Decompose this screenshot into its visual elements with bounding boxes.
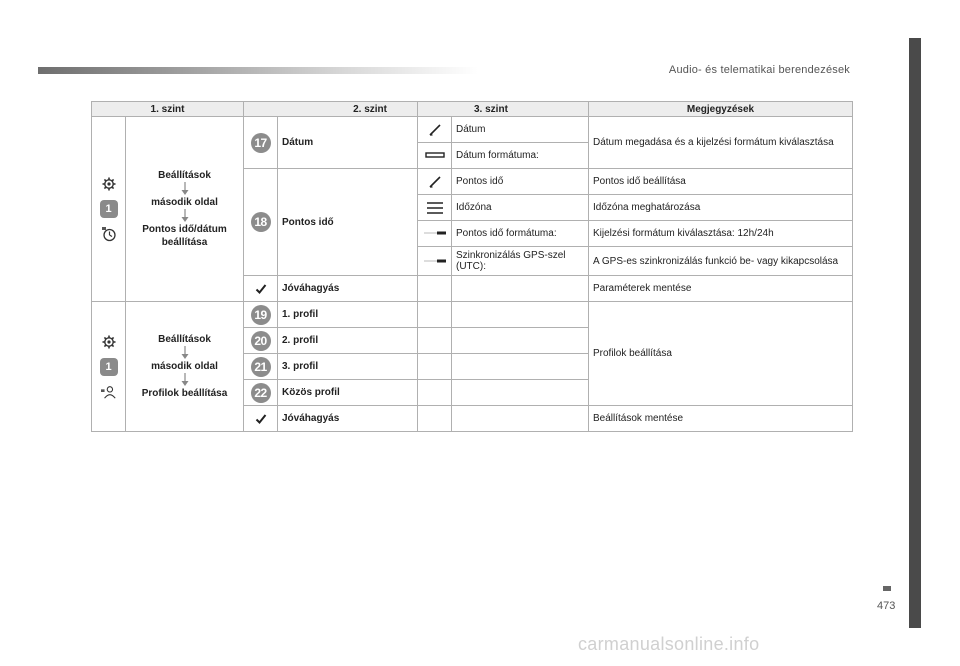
level2-badge-cell — [244, 380, 278, 406]
empty-cell — [418, 328, 452, 354]
gear-icon — [101, 176, 117, 192]
side-thumb-bar — [909, 38, 921, 628]
header-level3: 3. szint — [418, 102, 589, 117]
empty-cell — [452, 354, 589, 380]
menu-path-step: Profilok beállítása — [141, 388, 228, 399]
level3-icon-cell — [418, 117, 452, 143]
note-cell: Paraméterek mentése — [589, 276, 853, 302]
level2-badge-cell — [244, 169, 278, 276]
menu-path-step: második oldal — [151, 197, 218, 208]
group1-menu-path — [126, 117, 244, 302]
page-marker — [883, 586, 891, 591]
format-bar-icon — [425, 150, 445, 160]
empty-cell — [452, 276, 589, 302]
note-cell: Pontos idő beállítása — [589, 169, 853, 195]
note-cell: Kijelzési formátum kiválasztása: 12h/24h — [589, 221, 853, 247]
level2-badge-cell — [244, 117, 278, 169]
empty-cell — [452, 328, 589, 354]
arrow-down-icon — [179, 373, 191, 387]
profile-label: Közös profil — [278, 380, 418, 406]
header-level2: 2. szint — [244, 102, 418, 117]
checkmark-icon — [255, 283, 267, 295]
table-row — [92, 117, 853, 143]
empty-cell — [452, 380, 589, 406]
settings-table — [91, 101, 853, 432]
arrow-down-icon — [179, 209, 191, 223]
profile-label: 2. profil — [278, 328, 418, 354]
group1-icons — [92, 117, 126, 302]
level3-icon-cell — [418, 195, 452, 221]
watermark: carmanualsonline.info — [578, 634, 760, 654]
pencil-icon — [427, 174, 443, 190]
page-key-icon: 1 — [100, 200, 118, 218]
empty-cell — [418, 354, 452, 380]
level3-icon-cell — [418, 221, 452, 247]
profile-label: 1. profil — [278, 302, 418, 328]
empty-cell — [452, 302, 589, 328]
arrow-down-icon — [179, 346, 191, 360]
list-icon — [426, 201, 444, 215]
toggle-switch-icon — [423, 229, 447, 237]
level2-badge-cell — [244, 328, 278, 354]
level3-label: Dátum formátuma: — [452, 143, 589, 169]
level2-badge: 18 — [251, 212, 271, 232]
level3-label: Szinkronizálás GPS-szel (UTC): — [452, 247, 589, 276]
level3-icon-cell — [418, 169, 452, 195]
level3-label: Dátum — [452, 117, 589, 143]
table-row — [92, 302, 853, 328]
empty-cell — [452, 406, 589, 432]
menu-path-step: második oldal — [151, 361, 218, 372]
page-key-icon: 1 — [100, 358, 118, 376]
note-cell: Időzóna meghatározása — [589, 195, 853, 221]
empty-cell — [418, 302, 452, 328]
header-notes: Megjegyzések — [589, 102, 853, 117]
group2-icons — [92, 302, 126, 432]
profile-label: 3. profil — [278, 354, 418, 380]
level2-badge: 22 — [251, 383, 271, 403]
empty-cell — [418, 276, 452, 302]
level3-label: Pontos idő — [452, 169, 589, 195]
header-gradient-bar — [38, 67, 478, 74]
level2-label: Pontos idő — [278, 169, 418, 276]
level2-label: Dátum — [278, 117, 418, 169]
level3-icon-cell — [418, 247, 452, 276]
table-header-row — [92, 102, 853, 117]
profile-icon — [101, 384, 117, 400]
confirm-label: Jóváhagyás — [278, 406, 418, 432]
level2-badge-cell — [244, 302, 278, 328]
empty-cell — [418, 406, 452, 432]
group2-menu-path — [126, 302, 244, 432]
menu-path-step: Beállítások — [158, 170, 211, 181]
note-cell: A GPS-es szinkronizálás funkció be- vagy kikapcsolása — [589, 247, 853, 276]
arrow-down-icon — [179, 182, 191, 196]
level2-badge: 19 — [251, 305, 271, 325]
page-number: 473 — [877, 600, 896, 612]
empty-cell — [418, 380, 452, 406]
clock-icon — [101, 226, 117, 242]
gear-icon — [101, 334, 117, 350]
checkmark-icon — [255, 413, 267, 425]
menu-path-step: Beállítások — [158, 334, 211, 345]
menu-path-step: Pontos idő/dátum beállítása — [142, 224, 227, 248]
toggle-switch-icon — [423, 257, 447, 265]
level3-icon-cell — [418, 143, 452, 169]
level2-badge: 17 — [251, 133, 271, 153]
confirm-icon-cell — [244, 276, 278, 302]
level3-label: Pontos idő formátuma: — [452, 221, 589, 247]
level2-badge-cell — [244, 354, 278, 380]
note-cell: Beállítások mentése — [589, 406, 853, 432]
confirm-icon-cell — [244, 406, 278, 432]
confirm-label: Jóváhagyás — [278, 276, 418, 302]
note-cell: Dátum megadása és a kijelzési formátum kiválasztása — [589, 117, 853, 169]
header-level1: 1. szint — [92, 102, 244, 117]
chapter-title: Audio- és telematikai berendezések — [668, 64, 850, 76]
level3-label: Időzóna — [452, 195, 589, 221]
pencil-icon — [427, 122, 443, 138]
note-cell: Profilok beállítása — [589, 302, 853, 406]
level2-badge: 20 — [251, 331, 271, 351]
level2-badge: 21 — [251, 357, 271, 377]
